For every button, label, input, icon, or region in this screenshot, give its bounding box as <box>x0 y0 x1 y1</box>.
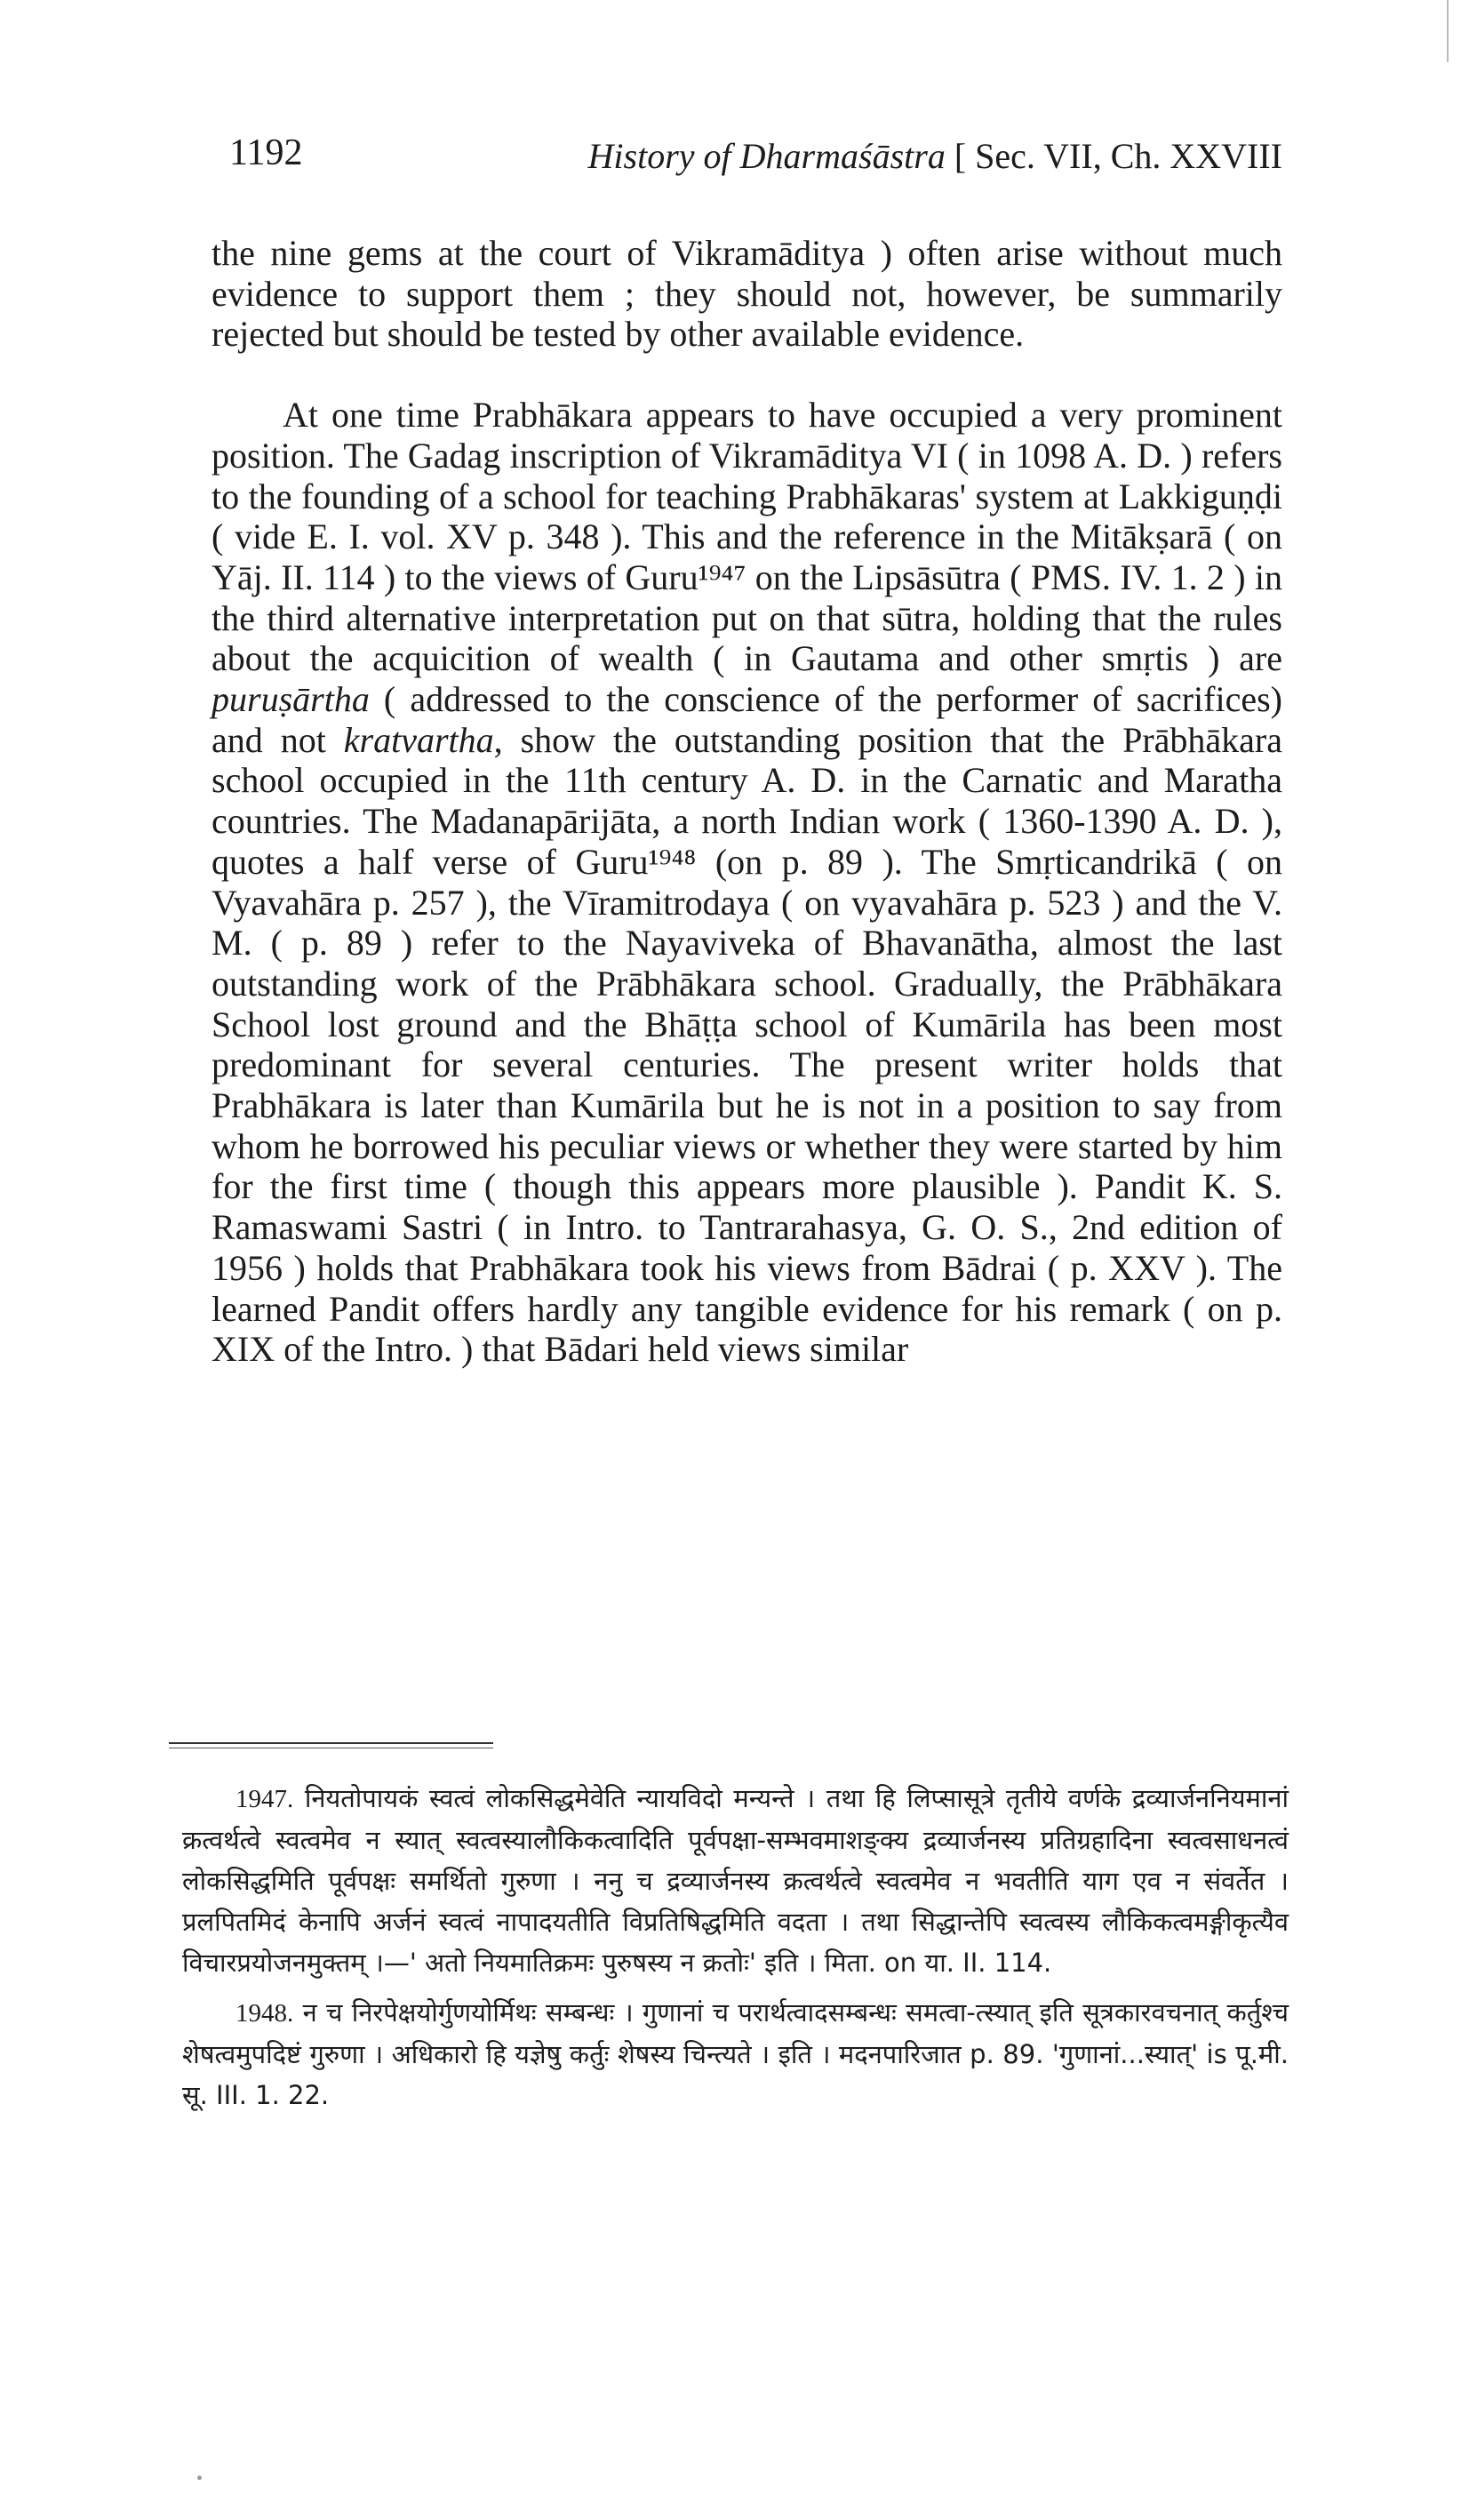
footnote-1948-text: न च निरपेक्षयोर्गुणयोर्मिथः सम्बन्धः । गुणानां च परार्थत्वादसम्बन्धः समत्वा-त्स्यात् इति सूत्रकारवचनात् कर्तुश्च शेषत्वमुपदिष्टं गुरुणा । अधिकारो हि यज्ञेषु कर्तुः शेषस्य चिन्त्यते । इति । मदनपारिजात p. 89. 'गुणानां...स्यात्' is पू.मी. सू. III. 1. 22. <box>182 1997 1289 2110</box>
footnote-1948-number: 1948. <box>236 1999 294 2028</box>
footnote-1948 <box>182 1992 1289 2116</box>
page-number: 1192 <box>229 132 303 173</box>
running-head <box>588 135 1282 177</box>
scan-edge-mark <box>1447 0 1449 62</box>
page-header <box>229 132 1282 185</box>
footnote-1947-number: 1947. <box>236 1785 294 1813</box>
footnotes <box>182 1778 1289 2124</box>
scan-speck <box>197 2476 202 2480</box>
body-paragraph-2: At one time Prabhākara appears to have occupied a very prominent position. The Gadag inscription of Vikramāditya VI ( in 1098 A. D. ) refers to the founding of a school for teaching Prabhākaras' system at Lakkiguṇḍi ( vide E. I. vol. XV p. 348 ). This and the reference in the Mitākṣarā ( on Yāj. II. 114 ) to the views of Guru¹⁹⁴⁷ on the Lipsāsūtra ( PMS. IV. 1. 2 ) in the third alternative interpretation put on that sūtra, holding that the rules about the acquicition of wealth ( in Gautama and other smṛtis ) are puruṣārtha ( addressed to the conscience of the performer of sacrifices) and not kratvartha, show the outstanding position that the Prābhākara school occupied in the 11th century A. D. in the Carnatic and Maratha countries. The Madanapārijāta, a north Indian work ( 1360-1390 A. D. ), quotes a half verse of Guru¹⁹⁴⁸ (on p. 89 ). The Smṛticandrikā ( on Vyavahāra p. 257 ), the Vīramitrodaya ( on vyavahāra p. 523 ) and the V. M. ( p. 89 ) refer to the Nayaviveka of Bhavanātha, almost the last outstanding work of the Prābhākara school. Gradually, the Prābhākara School lost ground and the Bhāṭṭa school of Kumārila has been most predominant for several centuries. The present writer holds that Prabhākara is later than Kumārila but he is not in a position to say from whom he borrowed his peculiar views or whether they were started by him for the first time ( though this appears more plausible ). Pandit K. S. Ramaswami Sastri ( in Intro. to Tantrarahasya, G. O. S., 2nd edition of 1956 ) holds that Prabhākara took his views from Bādrai ( p. XXV ). The learned Pandit offers hardly any tangible evidence for his remark ( on p. XIX of the Intro. ) that Bādari held views similar <box>212 395 1282 1370</box>
body-text <box>212 233 1282 1370</box>
italic-term: kratvartha <box>343 719 494 760</box>
running-head-section: [ Sec. VII, Ch. XXVIII <box>954 136 1282 176</box>
running-head-title: History of Dharmaśāstra <box>587 136 946 176</box>
italic-term: puruṣārtha <box>212 679 370 720</box>
body-paragraph-1: the nine gems at the court of Vikramāditya ) often arise without much evidence to support them ; they should not, however, be summarily rejected but should be tested by other available evidence. <box>212 233 1282 355</box>
footnote-1947 <box>182 1778 1289 1983</box>
footnote-1947-text: नियतोपायकं स्वत्वं लोकसिद्धमेवेति न्यायविदो मन्यन्ते । तथा हि लिप्सासूत्रे तृतीये वर्णके द्रव्यार्जननियमानां क्रत्वर्थत्वे स्वत्वमेव न स्यात् स्वत्वस्यालौकिकत्वादिति पूर्वपक्षा-सम्भवमाशङ्क्य द्रव्यार्जनस्य प्रतिग्रहादिना स्वत्वसाधनत्वं लोकसिद्धमिति पूर्वपक्षः समर्थितो गुरुणा । ननु च द्रव्यार्जनस्य क्रत्वर्थत्वे स्वत्वमेव न भवतीति याग एव न संवर्तेत । प्रलपितमिदं केनापि अर्जनं स्वत्वं नापादयतीति विप्रतिषिद्धमिति वदता । तथा सिद्धान्तेपि स्वत्वस्य लौकिकत्वमङ्गीकृत्यैव विचारप्रयोजनमुक्तम् ।—' अतो नियमातिक्रमः पुरुषस्य न क्रतोः' इति । मिता. on या. II. 114. <box>182 1783 1289 1978</box>
footnote-separator <box>169 1742 493 1744</box>
